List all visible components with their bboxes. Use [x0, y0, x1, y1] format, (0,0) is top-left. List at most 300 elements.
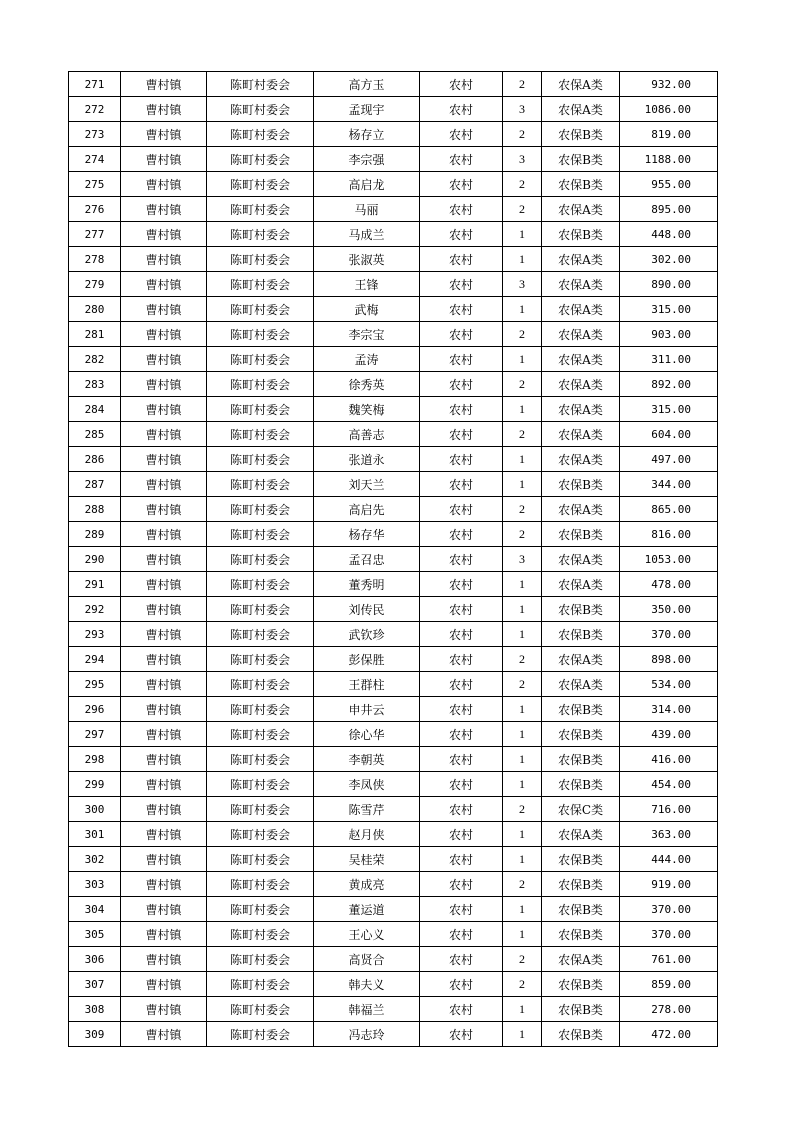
cell-amount: 370.00 — [620, 622, 718, 647]
cell-amount: 895.00 — [620, 197, 718, 222]
cell-area-type: 农村 — [420, 672, 503, 697]
cell-household-size: 3 — [503, 272, 542, 297]
cell-amount: 350.00 — [620, 597, 718, 622]
cell-category: 农保A类 — [542, 97, 620, 122]
table-row — [69, 697, 718, 722]
table-row — [69, 897, 718, 922]
cell-amount: 819.00 — [620, 122, 718, 147]
cell-category: 农保A类 — [542, 347, 620, 372]
cell-town: 曹村镇 — [121, 247, 207, 272]
cell-person-name: 王心义 — [314, 922, 420, 947]
cell-household-size: 1 — [503, 722, 542, 747]
cell-amount: 314.00 — [620, 697, 718, 722]
cell-amount: 761.00 — [620, 947, 718, 972]
cell-category: 农保B类 — [542, 222, 620, 247]
cell-amount: 892.00 — [620, 372, 718, 397]
cell-category: 农保A类 — [542, 822, 620, 847]
cell-town: 曹村镇 — [121, 622, 207, 647]
cell-person-name: 孟涛 — [314, 347, 420, 372]
cell-area-type: 农村 — [420, 972, 503, 997]
cell-person-name: 张道永 — [314, 447, 420, 472]
cell-village-committee: 陈町村委会 — [207, 197, 314, 222]
cell-serial-number: 282 — [69, 347, 121, 372]
cell-category: 农保A类 — [542, 947, 620, 972]
cell-town: 曹村镇 — [121, 547, 207, 572]
cell-category: 农保A类 — [542, 197, 620, 222]
cell-town: 曹村镇 — [121, 522, 207, 547]
cell-category: 农保A类 — [542, 647, 620, 672]
cell-amount: 416.00 — [620, 747, 718, 772]
cell-person-name: 徐秀英 — [314, 372, 420, 397]
cell-area-type: 农村 — [420, 572, 503, 597]
cell-person-name: 李朝英 — [314, 747, 420, 772]
cell-area-type: 农村 — [420, 147, 503, 172]
cell-town: 曹村镇 — [121, 122, 207, 147]
cell-village-committee: 陈町村委会 — [207, 972, 314, 997]
cell-area-type: 农村 — [420, 647, 503, 672]
cell-person-name: 武梅 — [314, 297, 420, 322]
cell-person-name: 王群柱 — [314, 672, 420, 697]
cell-area-type: 农村 — [420, 1022, 503, 1047]
cell-household-size: 1 — [503, 997, 542, 1022]
cell-category: 农保B类 — [542, 772, 620, 797]
table-row — [69, 922, 718, 947]
cell-person-name: 李凤侠 — [314, 772, 420, 797]
cell-category: 农保B类 — [542, 922, 620, 947]
cell-village-committee: 陈町村委会 — [207, 447, 314, 472]
cell-household-size: 1 — [503, 247, 542, 272]
cell-town: 曹村镇 — [121, 647, 207, 672]
cell-amount: 439.00 — [620, 722, 718, 747]
cell-person-name: 孟召忠 — [314, 547, 420, 572]
recipient-table — [68, 71, 718, 1047]
cell-village-committee: 陈町村委会 — [207, 322, 314, 347]
cell-village-committee: 陈町村委会 — [207, 147, 314, 172]
cell-person-name: 王锋 — [314, 272, 420, 297]
cell-area-type: 农村 — [420, 997, 503, 1022]
cell-town: 曹村镇 — [121, 197, 207, 222]
table-row — [69, 772, 718, 797]
cell-town: 曹村镇 — [121, 572, 207, 597]
cell-person-name: 韩夫义 — [314, 972, 420, 997]
cell-household-size: 2 — [503, 647, 542, 672]
cell-area-type: 农村 — [420, 872, 503, 897]
cell-town: 曹村镇 — [121, 972, 207, 997]
cell-serial-number: 299 — [69, 772, 121, 797]
cell-amount: 955.00 — [620, 172, 718, 197]
cell-amount: 315.00 — [620, 397, 718, 422]
cell-serial-number: 271 — [69, 72, 121, 97]
cell-village-committee: 陈町村委会 — [207, 947, 314, 972]
cell-person-name: 申井云 — [314, 697, 420, 722]
table-row — [69, 497, 718, 522]
cell-household-size: 2 — [503, 522, 542, 547]
cell-serial-number: 306 — [69, 947, 121, 972]
table-row — [69, 97, 718, 122]
cell-area-type: 农村 — [420, 822, 503, 847]
cell-household-size: 1 — [503, 347, 542, 372]
cell-village-committee: 陈町村委会 — [207, 372, 314, 397]
cell-amount: 932.00 — [620, 72, 718, 97]
cell-person-name: 张淑英 — [314, 247, 420, 272]
cell-amount: 903.00 — [620, 322, 718, 347]
cell-area-type: 农村 — [420, 897, 503, 922]
cell-amount: 859.00 — [620, 972, 718, 997]
table-row — [69, 522, 718, 547]
cell-village-committee: 陈町村委会 — [207, 247, 314, 272]
cell-person-name: 李宗强 — [314, 147, 420, 172]
cell-area-type: 农村 — [420, 297, 503, 322]
cell-household-size: 1 — [503, 1022, 542, 1047]
cell-town: 曹村镇 — [121, 72, 207, 97]
cell-amount: 315.00 — [620, 297, 718, 322]
cell-person-name: 马成兰 — [314, 222, 420, 247]
cell-household-size: 2 — [503, 172, 542, 197]
cell-person-name: 高启龙 — [314, 172, 420, 197]
cell-area-type: 农村 — [420, 597, 503, 622]
cell-area-type: 农村 — [420, 472, 503, 497]
cell-town: 曹村镇 — [121, 697, 207, 722]
cell-village-committee: 陈町村委会 — [207, 697, 314, 722]
cell-serial-number: 285 — [69, 422, 121, 447]
cell-serial-number: 286 — [69, 447, 121, 472]
cell-category: 农保C类 — [542, 797, 620, 822]
table-row — [69, 797, 718, 822]
cell-village-committee: 陈町村委会 — [207, 272, 314, 297]
cell-village-committee: 陈町村委会 — [207, 622, 314, 647]
cell-village-committee: 陈町村委会 — [207, 647, 314, 672]
cell-household-size: 2 — [503, 122, 542, 147]
cell-town: 曹村镇 — [121, 472, 207, 497]
cell-town: 曹村镇 — [121, 797, 207, 822]
cell-village-committee: 陈町村委会 — [207, 122, 314, 147]
cell-serial-number: 276 — [69, 197, 121, 222]
cell-area-type: 农村 — [420, 797, 503, 822]
cell-category: 农保A类 — [542, 247, 620, 272]
cell-amount: 311.00 — [620, 347, 718, 372]
cell-village-committee: 陈町村委会 — [207, 297, 314, 322]
cell-serial-number: 304 — [69, 897, 121, 922]
cell-village-committee: 陈町村委会 — [207, 522, 314, 547]
cell-town: 曹村镇 — [121, 597, 207, 622]
cell-amount: 302.00 — [620, 247, 718, 272]
cell-town: 曹村镇 — [121, 822, 207, 847]
cell-area-type: 农村 — [420, 697, 503, 722]
cell-amount: 497.00 — [620, 447, 718, 472]
cell-category: 农保B类 — [542, 997, 620, 1022]
cell-town: 曹村镇 — [121, 997, 207, 1022]
cell-category: 农保A类 — [542, 372, 620, 397]
table-row — [69, 147, 718, 172]
cell-serial-number: 284 — [69, 397, 121, 422]
table-row — [69, 422, 718, 447]
cell-household-size: 1 — [503, 822, 542, 847]
cell-town: 曹村镇 — [121, 722, 207, 747]
cell-serial-number: 309 — [69, 1022, 121, 1047]
cell-serial-number: 291 — [69, 572, 121, 597]
table-row — [69, 822, 718, 847]
cell-village-committee: 陈町村委会 — [207, 397, 314, 422]
table-row — [69, 122, 718, 147]
cell-town: 曹村镇 — [121, 922, 207, 947]
cell-category: 农保A类 — [542, 672, 620, 697]
cell-household-size: 1 — [503, 747, 542, 772]
cell-household-size: 2 — [503, 372, 542, 397]
cell-category: 农保B类 — [542, 1022, 620, 1047]
cell-area-type: 农村 — [420, 222, 503, 247]
cell-category: 农保B类 — [542, 172, 620, 197]
cell-household-size: 1 — [503, 597, 542, 622]
cell-area-type: 农村 — [420, 97, 503, 122]
cell-person-name: 陈雪芹 — [314, 797, 420, 822]
cell-person-name: 高启先 — [314, 497, 420, 522]
table-row — [69, 372, 718, 397]
cell-town: 曹村镇 — [121, 397, 207, 422]
cell-category: 农保A类 — [542, 422, 620, 447]
cell-village-committee: 陈町村委会 — [207, 547, 314, 572]
cell-serial-number: 301 — [69, 822, 121, 847]
cell-household-size: 1 — [503, 222, 542, 247]
cell-person-name: 刘传民 — [314, 597, 420, 622]
cell-area-type: 农村 — [420, 497, 503, 522]
cell-category: 农保B类 — [542, 622, 620, 647]
cell-village-committee: 陈町村委会 — [207, 172, 314, 197]
cell-amount: 278.00 — [620, 997, 718, 1022]
cell-serial-number: 280 — [69, 297, 121, 322]
table-row — [69, 72, 718, 97]
cell-village-committee: 陈町村委会 — [207, 747, 314, 772]
cell-person-name: 冯志玲 — [314, 1022, 420, 1047]
cell-amount: 478.00 — [620, 572, 718, 597]
cell-town: 曹村镇 — [121, 747, 207, 772]
cell-person-name: 魏笑梅 — [314, 397, 420, 422]
cell-town: 曹村镇 — [121, 447, 207, 472]
cell-amount: 534.00 — [620, 672, 718, 697]
table-row — [69, 722, 718, 747]
table-row — [69, 997, 718, 1022]
cell-amount: 363.00 — [620, 822, 718, 847]
cell-household-size: 1 — [503, 472, 542, 497]
cell-village-committee: 陈町村委会 — [207, 97, 314, 122]
cell-village-committee: 陈町村委会 — [207, 472, 314, 497]
table-row — [69, 597, 718, 622]
cell-area-type: 农村 — [420, 372, 503, 397]
cell-serial-number: 288 — [69, 497, 121, 522]
cell-household-size: 1 — [503, 622, 542, 647]
cell-serial-number: 307 — [69, 972, 121, 997]
cell-amount: 444.00 — [620, 847, 718, 872]
cell-serial-number: 275 — [69, 172, 121, 197]
cell-serial-number: 296 — [69, 697, 121, 722]
cell-village-committee: 陈町村委会 — [207, 722, 314, 747]
table-row — [69, 247, 718, 272]
cell-area-type: 农村 — [420, 422, 503, 447]
cell-category: 农保A类 — [542, 572, 620, 597]
cell-category: 农保B类 — [542, 872, 620, 897]
cell-village-committee: 陈町村委会 — [207, 222, 314, 247]
table-row — [69, 572, 718, 597]
cell-village-committee: 陈町村委会 — [207, 897, 314, 922]
table-row — [69, 322, 718, 347]
cell-person-name: 高方玉 — [314, 72, 420, 97]
cell-category: 农保B类 — [542, 472, 620, 497]
cell-person-name: 黄成亮 — [314, 872, 420, 897]
cell-serial-number: 294 — [69, 647, 121, 672]
cell-serial-number: 302 — [69, 847, 121, 872]
table-row — [69, 547, 718, 572]
cell-village-committee: 陈町村委会 — [207, 422, 314, 447]
cell-household-size: 2 — [503, 422, 542, 447]
cell-serial-number: 290 — [69, 547, 121, 572]
cell-area-type: 农村 — [420, 722, 503, 747]
cell-household-size: 1 — [503, 397, 542, 422]
cell-village-committee: 陈町村委会 — [207, 572, 314, 597]
cell-category: 农保A类 — [542, 397, 620, 422]
cell-village-committee: 陈町村委会 — [207, 797, 314, 822]
cell-serial-number: 298 — [69, 747, 121, 772]
cell-amount: 865.00 — [620, 497, 718, 522]
cell-area-type: 农村 — [420, 172, 503, 197]
cell-category: 农保B类 — [542, 722, 620, 747]
table-row — [69, 447, 718, 472]
cell-town: 曹村镇 — [121, 872, 207, 897]
cell-serial-number: 292 — [69, 597, 121, 622]
cell-area-type: 农村 — [420, 397, 503, 422]
cell-serial-number: 273 — [69, 122, 121, 147]
cell-serial-number: 297 — [69, 722, 121, 747]
cell-town: 曹村镇 — [121, 897, 207, 922]
cell-serial-number: 289 — [69, 522, 121, 547]
cell-category: 农保B类 — [542, 972, 620, 997]
cell-amount: 604.00 — [620, 422, 718, 447]
cell-area-type: 农村 — [420, 747, 503, 772]
cell-area-type: 农村 — [420, 72, 503, 97]
cell-household-size: 2 — [503, 872, 542, 897]
cell-household-size: 2 — [503, 972, 542, 997]
cell-person-name: 马丽 — [314, 197, 420, 222]
table-row — [69, 847, 718, 872]
cell-serial-number: 281 — [69, 322, 121, 347]
cell-amount: 716.00 — [620, 797, 718, 822]
cell-household-size: 2 — [503, 72, 542, 97]
cell-category: 农保A类 — [542, 447, 620, 472]
cell-serial-number: 308 — [69, 997, 121, 1022]
cell-town: 曹村镇 — [121, 372, 207, 397]
cell-amount: 472.00 — [620, 1022, 718, 1047]
cell-village-committee: 陈町村委会 — [207, 597, 314, 622]
cell-category: 农保B类 — [542, 147, 620, 172]
cell-area-type: 农村 — [420, 447, 503, 472]
cell-amount: 1053.00 — [620, 547, 718, 572]
table-row — [69, 472, 718, 497]
table-row — [69, 172, 718, 197]
cell-amount: 1188.00 — [620, 147, 718, 172]
table-row — [69, 972, 718, 997]
cell-amount: 890.00 — [620, 272, 718, 297]
cell-person-name: 杨存华 — [314, 522, 420, 547]
cell-household-size: 1 — [503, 572, 542, 597]
cell-category: 农保A类 — [542, 497, 620, 522]
cell-household-size: 1 — [503, 922, 542, 947]
cell-area-type: 农村 — [420, 947, 503, 972]
cell-amount: 448.00 — [620, 222, 718, 247]
cell-town: 曹村镇 — [121, 272, 207, 297]
table-body — [69, 72, 718, 1047]
cell-village-committee: 陈町村委会 — [207, 497, 314, 522]
cell-person-name: 吴桂荣 — [314, 847, 420, 872]
cell-household-size: 1 — [503, 772, 542, 797]
table-row — [69, 1022, 718, 1047]
cell-amount: 454.00 — [620, 772, 718, 797]
table-row — [69, 272, 718, 297]
cell-amount: 919.00 — [620, 872, 718, 897]
cell-category: 农保B类 — [542, 847, 620, 872]
cell-household-size: 1 — [503, 447, 542, 472]
table-row — [69, 647, 718, 672]
cell-household-size: 2 — [503, 797, 542, 822]
cell-amount: 370.00 — [620, 897, 718, 922]
cell-area-type: 农村 — [420, 272, 503, 297]
cell-category: 农保A类 — [542, 272, 620, 297]
cell-person-name: 赵月侠 — [314, 822, 420, 847]
cell-area-type: 农村 — [420, 547, 503, 572]
cell-person-name: 董运道 — [314, 897, 420, 922]
table-row — [69, 622, 718, 647]
cell-category: 农保A类 — [542, 297, 620, 322]
cell-town: 曹村镇 — [121, 847, 207, 872]
cell-village-committee: 陈町村委会 — [207, 772, 314, 797]
cell-town: 曹村镇 — [121, 297, 207, 322]
cell-person-name: 董秀明 — [314, 572, 420, 597]
cell-area-type: 农村 — [420, 122, 503, 147]
cell-person-name: 武钦珍 — [314, 622, 420, 647]
cell-town: 曹村镇 — [121, 172, 207, 197]
cell-town: 曹村镇 — [121, 422, 207, 447]
cell-amount: 1086.00 — [620, 97, 718, 122]
cell-serial-number: 279 — [69, 272, 121, 297]
cell-household-size: 2 — [503, 947, 542, 972]
cell-person-name: 高贤合 — [314, 947, 420, 972]
cell-category: 农保A类 — [542, 547, 620, 572]
cell-area-type: 农村 — [420, 772, 503, 797]
table-row — [69, 297, 718, 322]
cell-person-name: 高善志 — [314, 422, 420, 447]
cell-area-type: 农村 — [420, 847, 503, 872]
cell-category: 农保B类 — [542, 522, 620, 547]
cell-village-committee: 陈町村委会 — [207, 72, 314, 97]
cell-serial-number: 305 — [69, 922, 121, 947]
cell-household-size: 1 — [503, 297, 542, 322]
cell-town: 曹村镇 — [121, 147, 207, 172]
cell-amount: 344.00 — [620, 472, 718, 497]
cell-household-size: 1 — [503, 847, 542, 872]
cell-village-committee: 陈町村委会 — [207, 822, 314, 847]
cell-village-committee: 陈町村委会 — [207, 872, 314, 897]
cell-household-size: 3 — [503, 547, 542, 572]
cell-category: 农保B类 — [542, 897, 620, 922]
table-row — [69, 397, 718, 422]
cell-amount: 898.00 — [620, 647, 718, 672]
cell-serial-number: 278 — [69, 247, 121, 272]
cell-town: 曹村镇 — [121, 322, 207, 347]
cell-serial-number: 300 — [69, 797, 121, 822]
cell-area-type: 农村 — [420, 247, 503, 272]
cell-area-type: 农村 — [420, 622, 503, 647]
cell-category: 农保A类 — [542, 322, 620, 347]
cell-household-size: 2 — [503, 497, 542, 522]
cell-village-committee: 陈町村委会 — [207, 847, 314, 872]
table-row — [69, 672, 718, 697]
